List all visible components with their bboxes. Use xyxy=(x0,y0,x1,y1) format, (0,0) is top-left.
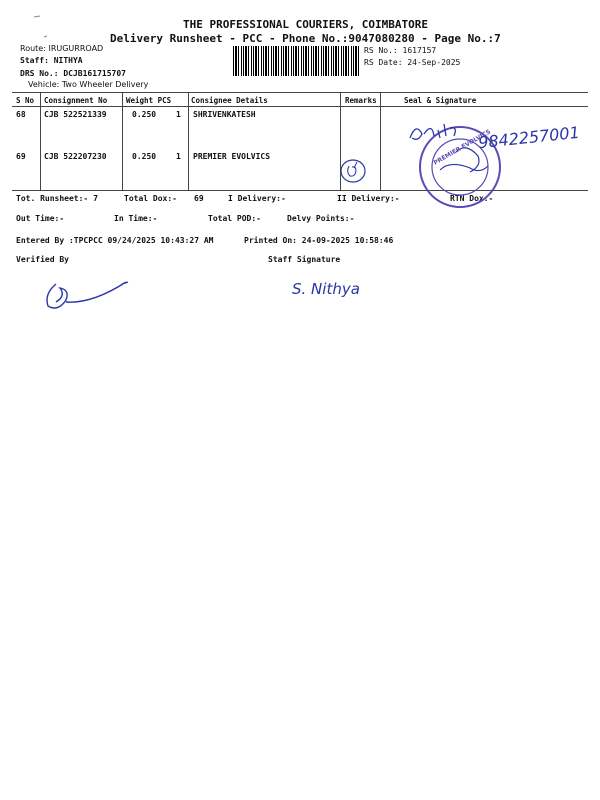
row-69-weight: 0.250 xyxy=(132,152,157,161)
staff-label: Staff: NITHYA xyxy=(20,56,83,65)
drs-number: DRS No.: DCJB161715707 xyxy=(20,69,126,78)
vehicle-label: Vehicle: Two Wheeler Delivery xyxy=(28,80,149,89)
header-remarks: Remarks xyxy=(345,96,377,105)
company-title: THE PROFESSIONAL COURIERS, COIMBATORE xyxy=(183,18,429,31)
header-consignment: Consignment No xyxy=(44,96,108,105)
i-delivery: I Delivery:- xyxy=(228,194,286,203)
runsheet-subtitle: Delivery Runsheet - PCC - Phone No.:9047080280 - Page No.:7 xyxy=(110,32,501,45)
rs-date: RS Date: 24-Sep-2025 xyxy=(364,58,461,67)
row-68-consignment: CJB 522521339 xyxy=(44,110,107,119)
delivery-points: Delvy Points:- xyxy=(287,214,355,223)
route-label: Route: IRUGURROAD xyxy=(20,44,104,53)
header-sno: S No xyxy=(16,96,35,105)
header-consignee: Consignee Details xyxy=(191,96,268,105)
header-seal: Seal & Signature xyxy=(404,96,477,105)
verified-by: Verified By xyxy=(16,255,69,264)
printed-on: Printed On: 24-09-2025 10:58:46 xyxy=(244,236,394,245)
in-time: In Time:- xyxy=(114,214,158,223)
handwritten-phone: 9842257001 xyxy=(477,122,581,153)
total-pod: Total POD:- xyxy=(208,214,261,223)
rtn-dox: RTN Dox:- xyxy=(450,194,494,203)
row-69-pcs: 1 xyxy=(176,152,181,161)
header-weight-pcs: Weight PCS xyxy=(126,96,172,105)
total-runsheet: Tot. Runsheet:- 7 xyxy=(16,194,98,203)
ii-delivery: II Delivery:- xyxy=(337,194,400,203)
remark-mark xyxy=(336,154,370,188)
row-68-consignee: SHRIVENKATESH xyxy=(193,110,256,119)
staff-handwritten-signature: S. Nithya xyxy=(292,280,360,298)
rs-number: RS No.: 1617157 xyxy=(364,46,437,55)
verifier-signature xyxy=(42,280,142,316)
stamp-text: PREMIER EVOLVICS xyxy=(432,128,493,167)
row-68-pcs: 1 xyxy=(176,110,181,119)
total-dox-value: 69 xyxy=(194,194,204,203)
out-time: Out Time:- xyxy=(16,214,65,223)
staff-signature-label: Staff Signature xyxy=(268,255,341,264)
row-69-consignment: CJB 522207230 xyxy=(44,152,107,161)
total-dox-label: Total Dox:- xyxy=(124,194,177,203)
row-68-sno: 68 xyxy=(16,110,26,119)
row-69-sno: 69 xyxy=(16,152,26,161)
row-69-consignee: PREMIER EVOLVICS xyxy=(193,152,271,161)
row-68-weight: 0.250 xyxy=(132,110,157,119)
entered-by: Entered By :TPCPCC 09/24/2025 10:43:27 AM xyxy=(16,236,214,245)
